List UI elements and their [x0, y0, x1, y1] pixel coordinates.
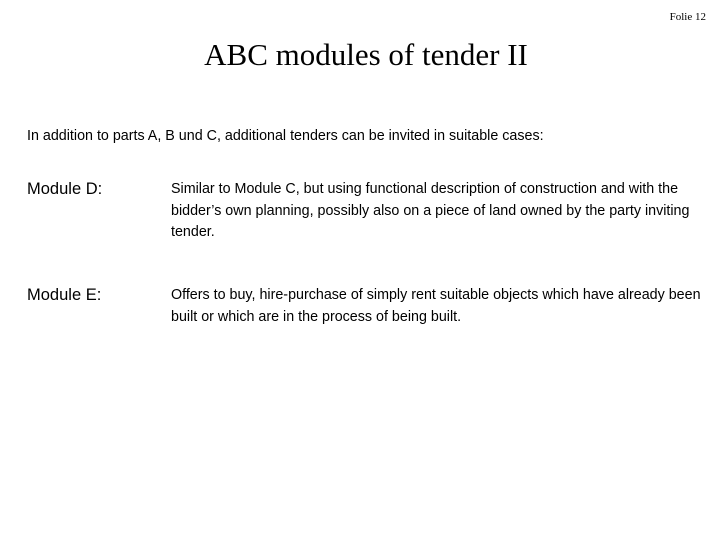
slide-title: ABC modules of tender II [204, 37, 528, 72]
module-d-description: Similar to Module C, but using functional description of construction and with the bidder’s own planning, possibly also on a piece of land owned by the party inviting tender. [171, 181, 690, 240]
module-e-description: Offers to buy, hire-purchase of simply rent suitable objects which have already been built or which are in the process of being built. [171, 287, 701, 325]
slide-number: Folie 12 [669, 11, 706, 23]
module-e-label: Module E: [27, 286, 102, 304]
module-d-label: Module D: [27, 180, 103, 198]
intro-text: In addition to parts A, B und C, additional tenders can be invited in suitable cases: [27, 128, 544, 144]
